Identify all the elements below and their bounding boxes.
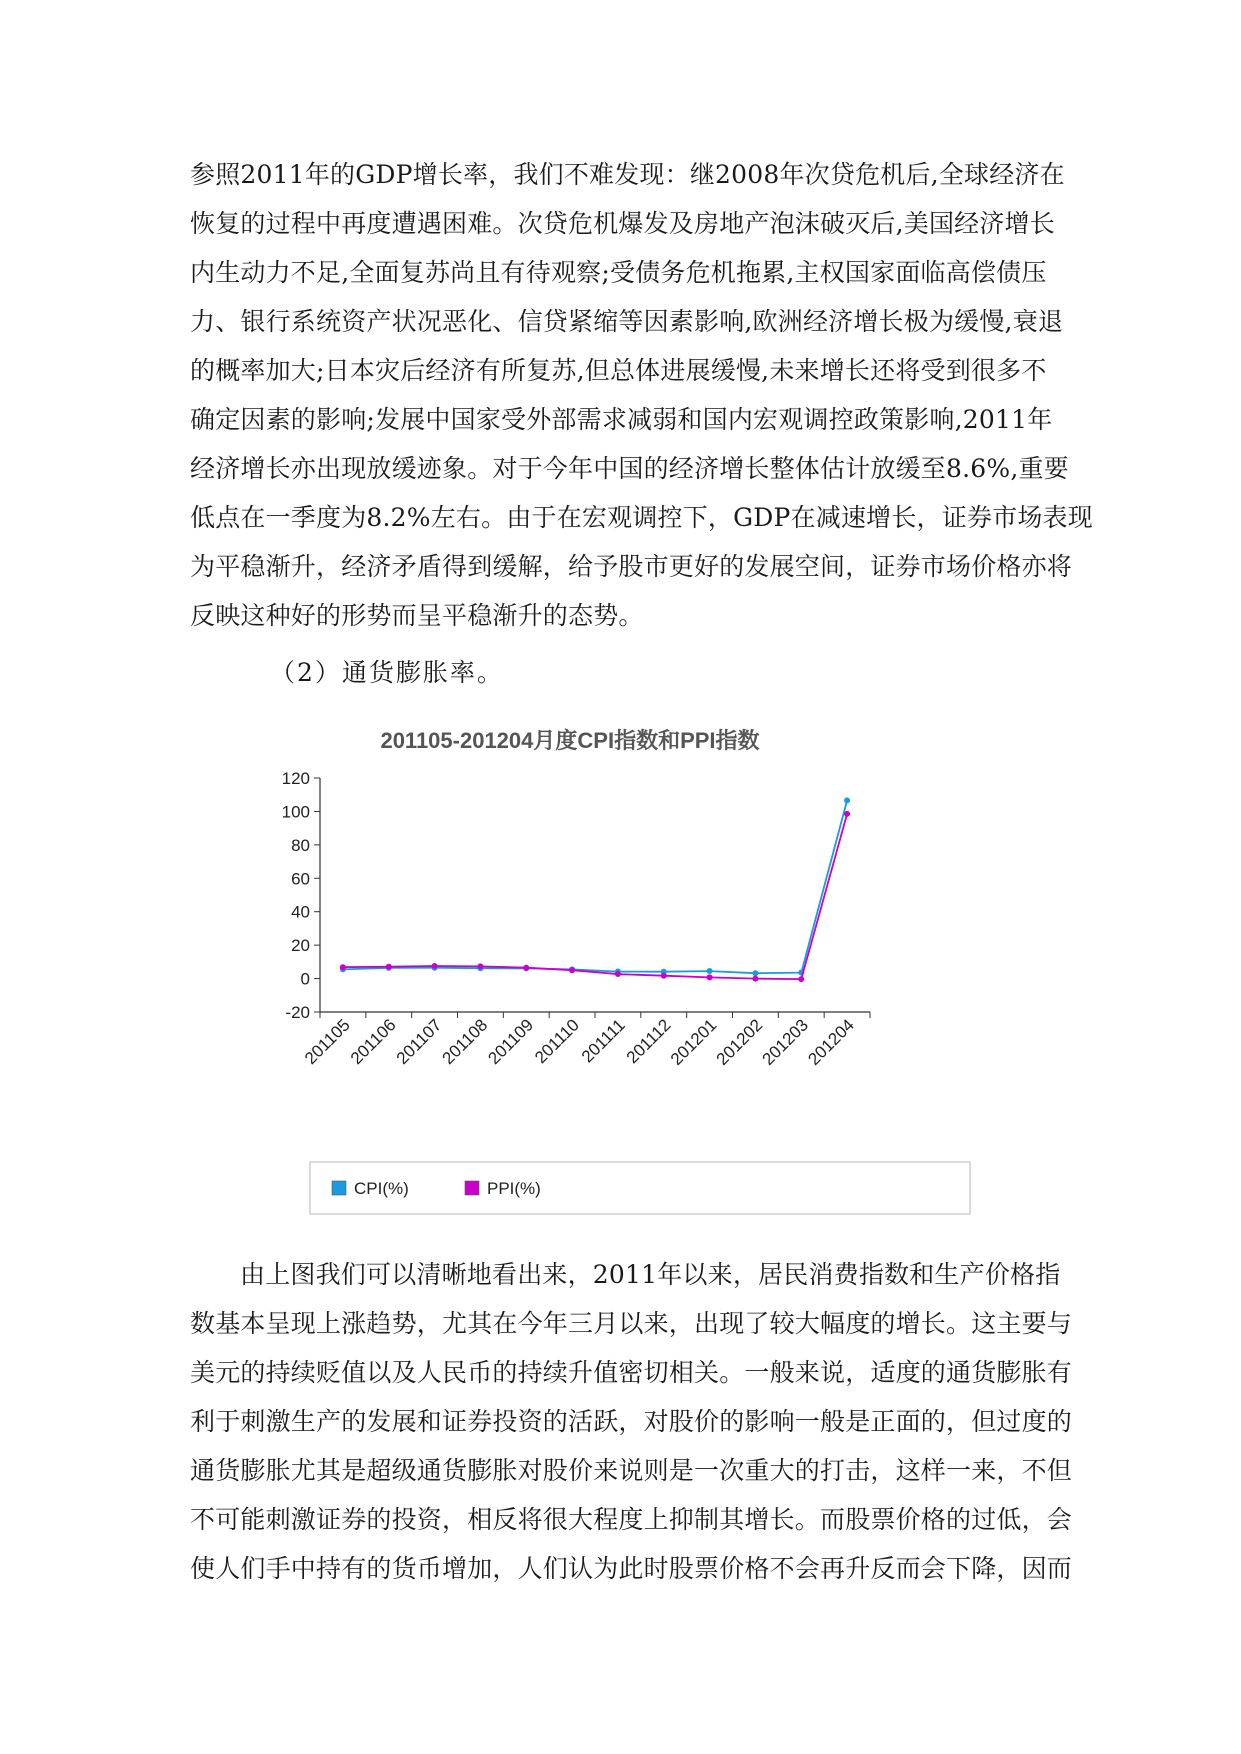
x-tick-label: 201204 (804, 1015, 858, 1069)
text-line: 美元的持续贬值以及人民币的持续升值密切相关。一般来说，适度的通货膨胀有 (190, 1358, 1073, 1387)
series-line-0 (343, 800, 847, 973)
text-line: 的概率加大;日本灾后经济有所复苏,但总体进展缓慢,未来增长还将受到很多不 (190, 356, 1047, 385)
data-point (752, 970, 758, 976)
chart-series (340, 797, 850, 982)
text-line: 反映这种好的形势而呈平稳渐升的态势。 (190, 601, 644, 630)
data-point (661, 973, 667, 979)
data-point (340, 964, 346, 970)
data-point (707, 968, 713, 974)
text-line: 参照2011年的GDP增长率，我们不难发现：继2008年次贷危机后,全球经济在 (190, 160, 1065, 189)
x-tick-label: 201107 (392, 1015, 446, 1069)
legend-box (310, 1162, 970, 1214)
text-line: 数基本呈现上涨趋势，尤其在今年三月以来，出现了较大幅度的增长。这主要与 (190, 1309, 1073, 1338)
x-tick-label: 201112 (622, 1015, 675, 1068)
legend-swatch (332, 1181, 346, 1195)
x-tick-label: 201105 (301, 1015, 354, 1069)
legend-swatch (465, 1181, 479, 1195)
x-tick-label: 201201 (666, 1015, 721, 1069)
data-point (798, 976, 804, 982)
text-line: 通货膨胀尤其是超级通货膨胀对股价来说则是一次重大的打击，这样一来，不但 (190, 1456, 1073, 1485)
chart-title: 201105-201204月度CPI指数和PPI指数 (380, 728, 760, 753)
x-tick-label: 201202 (712, 1015, 767, 1069)
y-tick-label: -20 (285, 1003, 310, 1022)
y-tick-label: 40 (291, 902, 310, 922)
x-tick-label: 201111 (577, 1015, 629, 1067)
data-point (844, 797, 850, 803)
data-point (432, 963, 438, 969)
paragraph-gdp (190, 150, 1093, 640)
text-line: 低点在一季度为8.2%左右。由于在宏观调控下，GDP在减速增长，证券市场表现 (190, 503, 1093, 532)
data-point (844, 811, 850, 817)
text-line: 利于刺激生产的发展和证券投资的活跃，对股价的影响一般是正面的，但过度的 (190, 1407, 1073, 1436)
text-line: 恢复的过程中再度遭遇困难。次贷危机爆发及房地产泡沫破灭后,美国经济增长 (190, 209, 1055, 238)
y-tick-label: 80 (291, 835, 310, 855)
x-tick-label: 201110 (531, 1015, 583, 1068)
legend-label: PPI(%) (487, 1179, 541, 1198)
series-line-1 (343, 814, 847, 979)
data-point (707, 974, 713, 980)
y-tick-label: 0 (300, 969, 310, 989)
data-point (569, 967, 575, 973)
data-point (615, 971, 621, 977)
x-tick-label: 201203 (758, 1015, 813, 1069)
y-tick-label: 20 (291, 936, 310, 956)
text-line: 使人们手中持有的货币增加，人们认为此时股票价格不会再升反而会下降，因而 (190, 1554, 1073, 1583)
cpi-ppi-line-chart (270, 720, 990, 1220)
y-tick-label: 100 (281, 802, 310, 822)
x-tick-label: 201108 (438, 1015, 492, 1069)
section-heading: （2）通货膨胀率。 (270, 658, 504, 687)
paragraph-inflation (190, 1250, 1073, 1593)
text-line: 力、银行系统资产状况恶化、信贷紧缩等因素影响,欧洲经济增长极为缓慢,衰退 (190, 307, 1064, 336)
chart-axes (282, 769, 870, 1069)
y-tick-label: 120 (281, 769, 310, 788)
data-point (752, 976, 758, 982)
text-line: 内生动力不足,全面复苏尚且有待观察;受债务危机拖累,主权国家面临高偿债压 (190, 258, 1047, 287)
y-tick-label: 60 (291, 869, 310, 889)
x-tick-label: 201106 (346, 1015, 400, 1069)
text-line: 为平稳渐升，经济矛盾得到缓解，给予股市更好的发展空间，证券市场价格亦将 (190, 552, 1073, 581)
x-tick-label: 201109 (484, 1015, 538, 1069)
text-line: 不可能刺激证券的投资，相反将很大程度上抑制其增长。而股票价格的过低，会 (190, 1505, 1073, 1534)
text-line: 经济增长亦出现放缓迹象。对于今年中国的经济增长整体估计放缓至8.6%,重要 (190, 454, 1069, 483)
data-point (477, 963, 483, 969)
data-point (386, 964, 392, 970)
data-point (523, 965, 529, 971)
text-line: 确定因素的影响;发展中国家受外部需求减弱和国内宏观调控政策影响,2011年 (190, 405, 1053, 434)
text-line: 由上图我们可以清晰地看出来，2011年以来，居民消费指数和生产价格指 (240, 1260, 1061, 1289)
legend-label: CPI(%) (354, 1179, 409, 1198)
